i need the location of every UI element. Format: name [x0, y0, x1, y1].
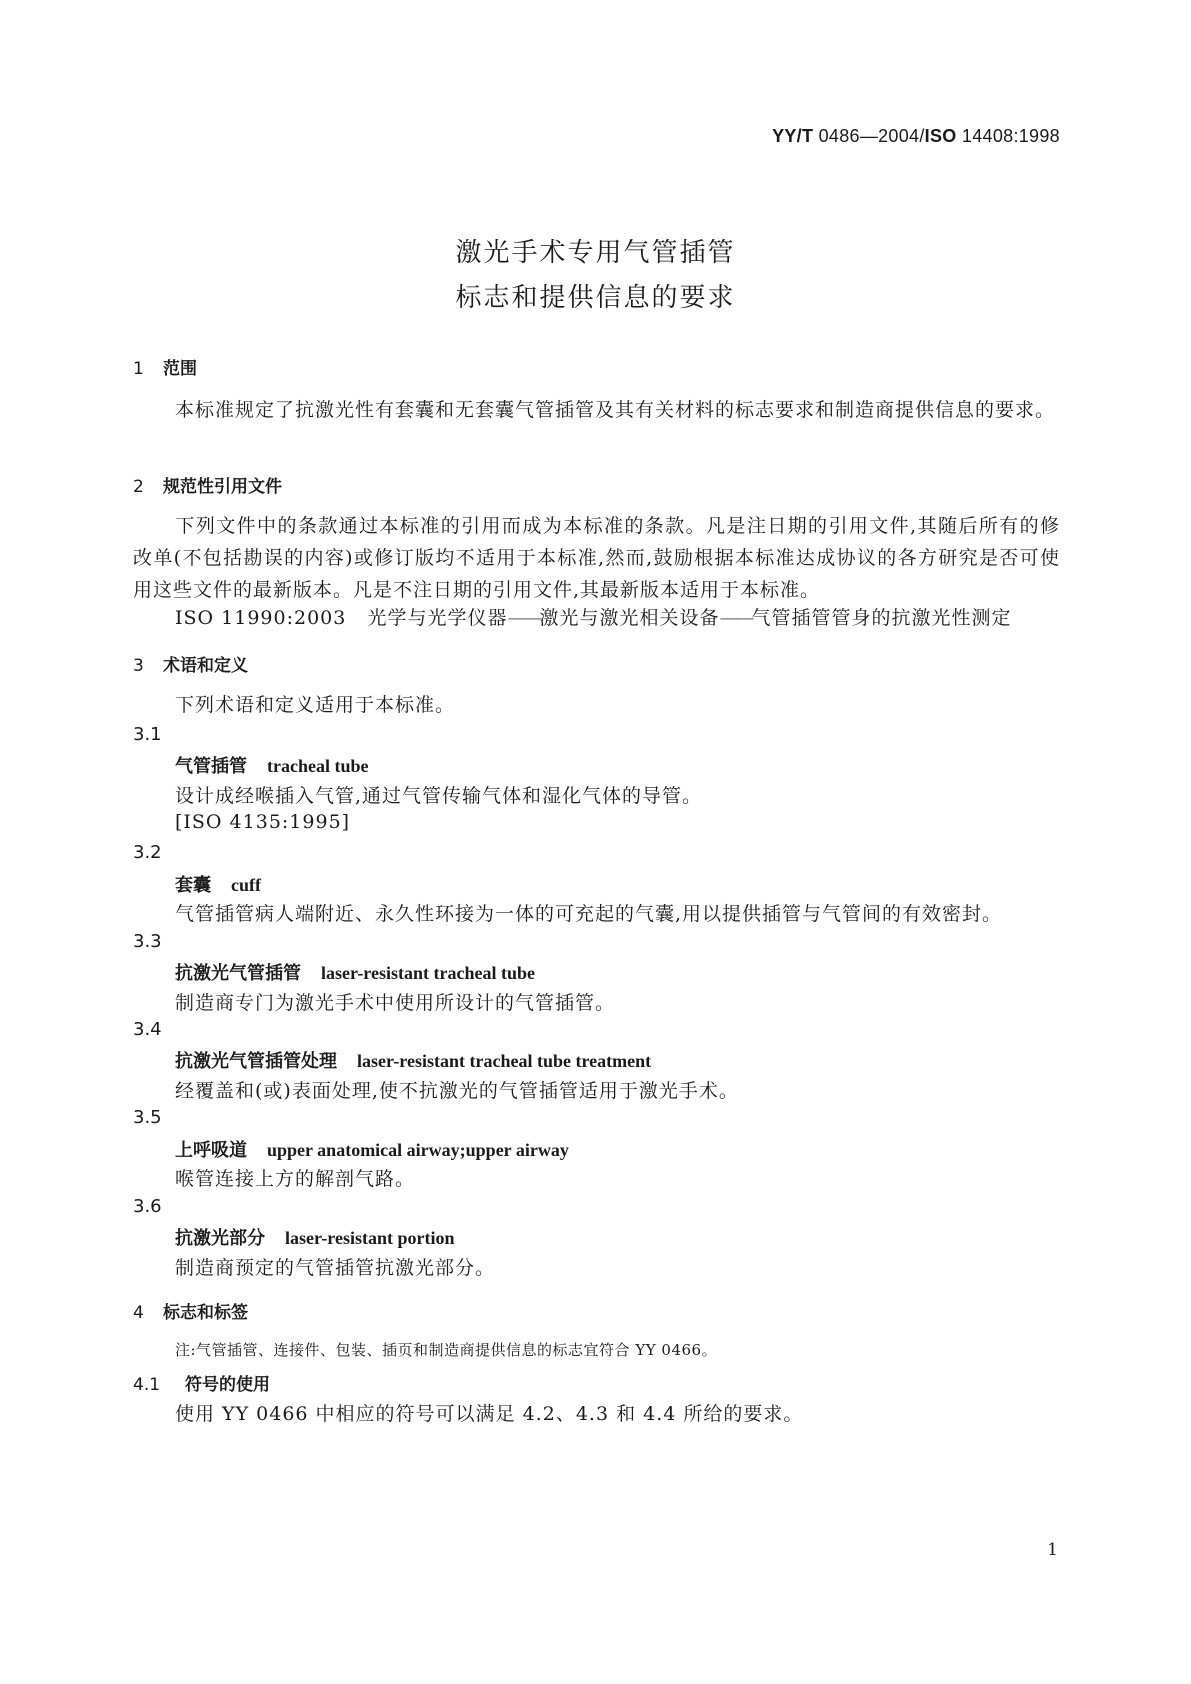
- section-number: 3: [133, 656, 144, 676]
- term-entry: 抗激光气管插管 laser-resistant tracheal tube: [175, 963, 535, 984]
- section-3-heading: [133, 651, 248, 676]
- subsection-4-1-paragraph: 使用 YY 0466 中相应的符号可以满足 4.2、4.3 和 4.4 所给的要求。: [175, 1403, 804, 1425]
- section-title: 标志和标签: [163, 1303, 248, 1323]
- term-number: 3.1: [133, 724, 162, 745]
- page-number: 1: [1047, 1540, 1058, 1560]
- term-definition: 经覆盖和(或)表面处理,使不抗激光的气管插管适用于激光手术。: [175, 1080, 739, 1102]
- term-number: 3.6: [133, 1196, 162, 1217]
- section-1-paragraph: 本标准规定了抗激光性有套囊和无套囊气管插管及其有关材料的标志要求和制造商提供信息的要求。: [175, 399, 1056, 421]
- term-definition: 制造商预定的气管插管抗激光部分。: [175, 1257, 496, 1279]
- term-entry: 套囊 cuff: [175, 875, 261, 896]
- subsection-4-1-heading: [133, 1370, 270, 1395]
- standard-code: [772, 126, 1060, 147]
- section-title: 术语和定义: [163, 656, 248, 676]
- term-number: 3.2: [133, 842, 162, 863]
- section-title: 范围: [163, 359, 197, 379]
- standard-code-iso-number: 14408:1998: [956, 126, 1060, 146]
- document-title-line1: 激光手术专用气管插管: [455, 238, 736, 268]
- term-source: [ISO 4135:1995]: [175, 811, 351, 833]
- normative-reference: ISO 11990:2003 光学与光学仪器——激光与激光相关设备——气管插管管身的抗激光性测定: [175, 607, 1012, 629]
- section-4-heading: [133, 1298, 248, 1323]
- section-3-intro: 下列术语和定义适用于本标准。: [175, 694, 456, 716]
- section-title: 规范性引用文件: [163, 477, 282, 497]
- section-2-heading: [133, 472, 282, 497]
- subsection-title: 符号的使用: [185, 1375, 270, 1395]
- term-number: 3.5: [133, 1107, 162, 1128]
- term-definition: 喉管连接上方的解剖气路。: [175, 1168, 416, 1190]
- standard-code-iso: ISO: [924, 126, 957, 146]
- document-title-line2: 标志和提供信息的要求: [455, 283, 736, 313]
- term-definition: 气管插管病人端附近、永久性环接为一体的可充起的气囊,用以提供插管与气管间的有效密封。: [175, 903, 1003, 925]
- term-entry: 抗激光气管插管处理 laser-resistant tracheal tube treatment: [175, 1051, 652, 1072]
- section-4-note: 注:气管插管、连接件、包装、插页和制造商提供信息的标志宜符合 YY 0466。: [175, 1341, 718, 1359]
- section-2-paragraph: 下列文件中的条款通过本标准的引用而成为本标准的条款。凡是注日期的引用文件,其随后所有的修改单(不包括勘误的内容)或修订版均不适用于本标准,然而,鼓励根据本标准达成协议的各方研究是否可使用这些文件的最新版本。凡是不注日期的引用文件,其最新版本适用于本标准。: [133, 515, 1060, 601]
- section-number: 2: [133, 477, 144, 497]
- term-number: 3.4: [133, 1019, 162, 1040]
- standard-code-prefix: YY/T: [772, 126, 814, 146]
- term-definition: 制造商专门为激光手术中使用所设计的气管插管。: [175, 992, 616, 1014]
- term-entry: 上呼吸道 upper anatomical airway;upper airway: [175, 1140, 569, 1161]
- term-entry: 抗激光部分 laser-resistant portion: [175, 1228, 455, 1249]
- section-1-heading: [133, 354, 197, 379]
- reference-code: ISO 11990:2003: [175, 607, 347, 629]
- term-definition: 设计成经喉插入气管,通过气管传输气体和湿化气体的导管。: [175, 785, 703, 807]
- term-number: 3.3: [133, 931, 162, 952]
- standard-code-number: 0486—2004/: [813, 126, 925, 146]
- section-number: 4: [133, 1303, 144, 1323]
- term-entry: 气管插管 tracheal tube: [175, 756, 369, 777]
- section-number: 1: [133, 359, 144, 379]
- subsection-number: 4.1: [133, 1375, 161, 1395]
